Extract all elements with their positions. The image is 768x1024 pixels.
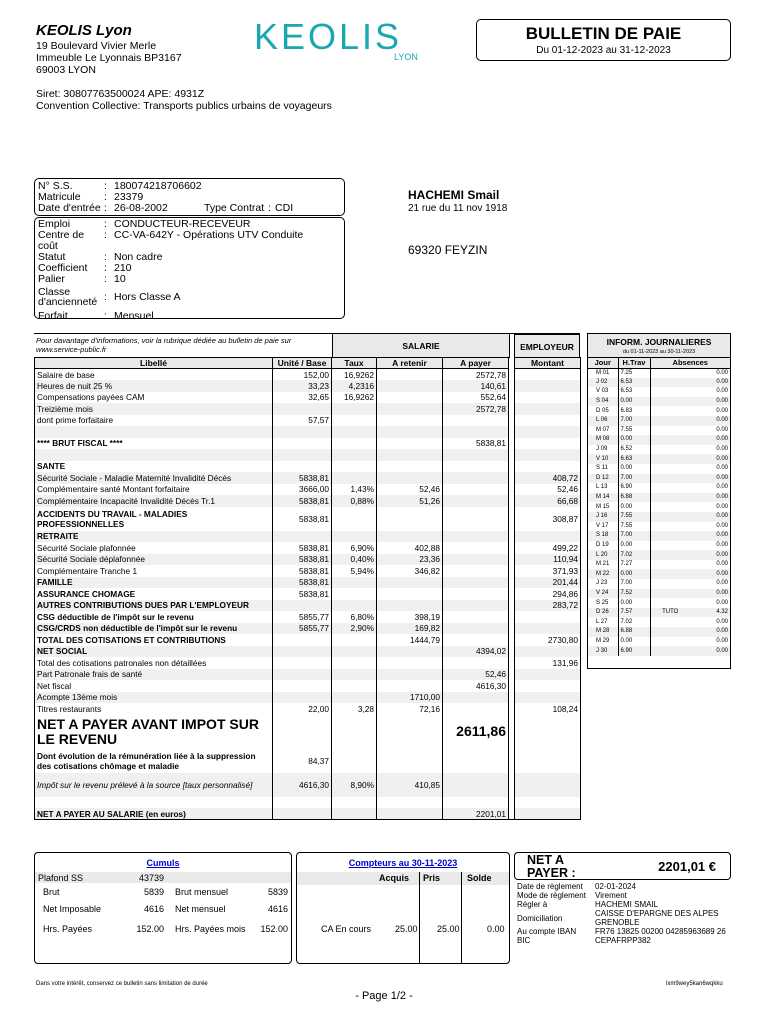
row-value: 23,36 bbox=[377, 554, 443, 566]
table-row bbox=[35, 565, 581, 577]
row-value bbox=[273, 646, 332, 658]
row-value bbox=[515, 392, 581, 404]
row-value bbox=[332, 507, 377, 531]
journal-row: M 21 7.27 0.00 bbox=[588, 560, 730, 570]
compteurs-box: Compteurs au 30-11-2023 Acquis Pris Solde CA En cours 25.00 25.00 0.00 bbox=[296, 852, 510, 964]
row-label: Treizième mois bbox=[35, 403, 273, 415]
journal-row: M 15 0.00 0.00 bbox=[588, 502, 730, 512]
row-value bbox=[273, 680, 332, 692]
row-value bbox=[377, 426, 443, 438]
row-value: 371,93 bbox=[515, 565, 581, 577]
table-row bbox=[35, 749, 581, 773]
row-value bbox=[443, 565, 509, 577]
journal-row: S 25 0.00 0.00 bbox=[588, 598, 730, 608]
row-value: 84,37 bbox=[273, 749, 332, 773]
row-value: 499,22 bbox=[515, 542, 581, 554]
row-value: 201,44 bbox=[515, 577, 581, 589]
row-value: 0,88% bbox=[332, 495, 377, 507]
row-value bbox=[377, 797, 443, 809]
row-value bbox=[443, 449, 509, 461]
row-value bbox=[443, 484, 509, 496]
table-row bbox=[35, 472, 581, 484]
row-label: ASSURANCE CHOMAGE bbox=[35, 588, 273, 600]
row-label: Compensations payées CAM bbox=[35, 392, 273, 404]
row-value: 3,28 bbox=[332, 703, 377, 715]
row-value bbox=[273, 426, 332, 438]
table-row bbox=[35, 461, 581, 473]
table-row bbox=[35, 611, 581, 623]
footer-code: lxm9wey5kan6wqkku bbox=[666, 981, 723, 987]
row-value bbox=[443, 495, 509, 507]
title-box bbox=[476, 19, 731, 61]
journal-row: S 11 0.00 0.00 bbox=[588, 464, 730, 474]
row-value: 5838,81 bbox=[443, 438, 509, 450]
table-row bbox=[35, 542, 581, 554]
row-value: 410,85 bbox=[377, 773, 443, 797]
group-salarie: SALARIE bbox=[332, 334, 510, 358]
row-value: 5838,81 bbox=[273, 495, 332, 507]
table-row bbox=[35, 449, 581, 461]
row-value bbox=[515, 369, 581, 381]
row-value: 51,26 bbox=[377, 495, 443, 507]
row-value bbox=[332, 808, 377, 820]
journal-row: V 03 6.53 0.00 bbox=[588, 387, 730, 397]
row-value bbox=[377, 392, 443, 404]
row-value bbox=[377, 680, 443, 692]
row-value: 52,46 bbox=[443, 669, 509, 681]
company-siret: Siret: 30807763500024 APE: 4931Z bbox=[36, 88, 205, 100]
row-value: 283,72 bbox=[515, 600, 581, 612]
row-value: 22,00 bbox=[273, 703, 332, 715]
row-value: 32,65 bbox=[273, 392, 332, 404]
group-employeur: EMPLOYEUR bbox=[514, 334, 580, 358]
row-value: 5838,81 bbox=[273, 542, 332, 554]
row-value bbox=[443, 507, 509, 531]
row-value bbox=[377, 646, 443, 658]
row-value bbox=[443, 703, 509, 715]
row-value bbox=[515, 669, 581, 681]
recipient-name: HACHEMI Smail bbox=[408, 188, 500, 202]
journal-row: M 28 6.88 0.00 bbox=[588, 627, 730, 637]
row-value bbox=[443, 542, 509, 554]
info-note: Pour davantage d'informations, voir la rubrique dédiée au bulletin de paie sur www.service-public.fr bbox=[36, 336, 292, 354]
row-label: Total des cotisations patronales non détaillées bbox=[35, 657, 273, 669]
row-value: 5838,81 bbox=[273, 472, 332, 484]
row-value bbox=[377, 600, 443, 612]
row-value: 2730,80 bbox=[515, 634, 581, 646]
company-convention: Convention Collective: Transports publics urbains de voyageurs bbox=[36, 100, 332, 112]
row-value bbox=[332, 531, 377, 543]
table-row bbox=[35, 773, 581, 797]
journal-row: V 10 6.63 0.00 bbox=[588, 454, 730, 464]
row-label: Salaire de base bbox=[35, 369, 273, 381]
row-value bbox=[515, 715, 581, 749]
row-value bbox=[332, 403, 377, 415]
journal-row: L 20 7.02 0.00 bbox=[588, 550, 730, 560]
row-value: 5,94% bbox=[332, 565, 377, 577]
row-value bbox=[515, 808, 581, 820]
page-number: - Page 1/2 - bbox=[355, 990, 413, 1002]
row-value bbox=[273, 715, 332, 749]
row-label: Complémentaire santé Montant forfaitaire bbox=[35, 484, 273, 496]
table-row bbox=[35, 392, 581, 404]
row-label: NET SOCIAL bbox=[35, 646, 273, 658]
table-row bbox=[35, 380, 581, 392]
journal-row: M 29 0.00 0.00 bbox=[588, 637, 730, 647]
row-value: 72,16 bbox=[377, 703, 443, 715]
row-label: Sécurité Sociale - Maladie Maternité Invalidité Décès bbox=[35, 472, 273, 484]
table-row bbox=[35, 507, 581, 531]
row-value: 408,72 bbox=[515, 472, 581, 484]
row-value: 2611,86 bbox=[443, 715, 509, 749]
row-value: 308,87 bbox=[515, 507, 581, 531]
journal-row: J 09 6.52 0.00 bbox=[588, 445, 730, 455]
employee-id-box: N° S.S. : 180074218706602 Matricule : 23379 Date d'entrée : 26-08-2002 Type Contrat : CDI bbox=[34, 178, 345, 216]
row-value bbox=[443, 634, 509, 646]
row-label bbox=[35, 449, 273, 461]
row-value bbox=[443, 657, 509, 669]
row-value bbox=[377, 438, 443, 450]
row-value bbox=[273, 657, 332, 669]
row-value bbox=[377, 531, 443, 543]
row-value bbox=[332, 438, 377, 450]
table-row bbox=[35, 692, 581, 704]
journal-row: J 16 7.55 0.00 bbox=[588, 512, 730, 522]
row-value: 131,96 bbox=[515, 657, 581, 669]
row-label: CSG déductible de l'impôt sur le revenu bbox=[35, 611, 273, 623]
row-label: ACCIDENTS DU TRAVAIL - MALADIES PROFESSIONNELLES bbox=[35, 507, 273, 531]
row-value bbox=[273, 403, 332, 415]
row-value bbox=[515, 623, 581, 635]
table-row bbox=[35, 531, 581, 543]
row-value bbox=[377, 715, 443, 749]
table-row bbox=[35, 438, 581, 450]
row-value bbox=[273, 692, 332, 704]
row-value bbox=[332, 646, 377, 658]
row-value bbox=[515, 692, 581, 704]
row-value bbox=[515, 797, 581, 809]
row-label: SANTE bbox=[35, 461, 273, 473]
row-value bbox=[332, 634, 377, 646]
company-name: KEOLIS Lyon bbox=[36, 22, 132, 39]
row-label: NET A PAYER AVANT IMPOT SUR LE REVENU bbox=[35, 715, 273, 749]
row-value: 6,80% bbox=[332, 611, 377, 623]
employee-details-box: Emploi : CONDUCTEUR-RECEVEUR Centre de coût : CC-VA-642Y - Opérations UTV Conduite Statut : Non cadre Coefficient : 210 Palier : 10 Classe d'ancienneté : Hors Classe A Forfait : Mensuel bbox=[34, 217, 345, 319]
table-row bbox=[35, 577, 581, 589]
row-value bbox=[273, 669, 332, 681]
row-label: Dont évolution de la rémunération liée à la suppression des cotisations chômage et maladie bbox=[35, 749, 273, 773]
row-value bbox=[377, 808, 443, 820]
journal-row: J 02 6.53 0.00 bbox=[588, 378, 730, 388]
journal-row: M 01 7.25 0.00 bbox=[588, 368, 730, 378]
row-value: 108,24 bbox=[515, 703, 581, 715]
row-value bbox=[332, 426, 377, 438]
table-row bbox=[35, 415, 581, 427]
row-value bbox=[332, 669, 377, 681]
row-value: 140,61 bbox=[443, 380, 509, 392]
row-label: NET A PAYER AU SALARIE (en euros) bbox=[35, 808, 273, 820]
row-value bbox=[332, 600, 377, 612]
row-value bbox=[443, 773, 509, 797]
table-row bbox=[35, 715, 581, 749]
doc-period: Du 01-12-2023 au 31-12-2023 bbox=[536, 45, 671, 56]
row-value: 152,00 bbox=[273, 369, 332, 381]
journal-row: S 18 7.00 0.00 bbox=[588, 531, 730, 541]
table-row bbox=[35, 808, 581, 820]
row-label: Impôt sur le revenu prélevé à la source [taux personnalisé] bbox=[35, 773, 273, 797]
journal-row: L 13 6.90 0.00 bbox=[588, 483, 730, 493]
row-label: RETRAITE bbox=[35, 531, 273, 543]
journal-row: M 07 7.55 0.00 bbox=[588, 426, 730, 436]
row-value bbox=[377, 415, 443, 427]
journal-row: J 23 7.00 0.00 bbox=[588, 579, 730, 589]
row-value bbox=[377, 403, 443, 415]
row-value bbox=[377, 749, 443, 773]
row-value: 5855,77 bbox=[273, 623, 332, 635]
table-row bbox=[35, 403, 581, 415]
table-row bbox=[35, 634, 581, 646]
row-value bbox=[273, 461, 332, 473]
table-row bbox=[35, 657, 581, 669]
row-value bbox=[273, 634, 332, 646]
journal-row: D 05 6.83 0.00 bbox=[588, 406, 730, 416]
row-value bbox=[515, 403, 581, 415]
row-value: 52,46 bbox=[515, 484, 581, 496]
journal-row: M 22 0.00 0.00 bbox=[588, 569, 730, 579]
row-value bbox=[443, 600, 509, 612]
row-label: Sécurité Sociale plafonnée bbox=[35, 542, 273, 554]
row-value: 2201,01 bbox=[443, 808, 509, 820]
row-value bbox=[515, 680, 581, 692]
row-label: Titres restaurants bbox=[35, 703, 273, 715]
row-value bbox=[515, 415, 581, 427]
row-value bbox=[515, 426, 581, 438]
row-label: CSG/CRDS non déductible de l'impôt sur le revenu bbox=[35, 623, 273, 635]
row-value: 5838,81 bbox=[273, 507, 332, 531]
row-value bbox=[332, 415, 377, 427]
row-label: TOTAL DES COTISATIONS ET CONTRIBUTIONS bbox=[35, 634, 273, 646]
journal-row: D 19 0.00 0.00 bbox=[588, 541, 730, 551]
row-value bbox=[443, 797, 509, 809]
row-label: Sécurité Sociale déplafonnée bbox=[35, 554, 273, 566]
row-value: 402,88 bbox=[377, 542, 443, 554]
row-label: AUTRES CONTRIBUTIONS DUES PAR L'EMPLOYEUR bbox=[35, 600, 273, 612]
table-row bbox=[35, 369, 581, 381]
row-value: 169,82 bbox=[377, 623, 443, 635]
row-value bbox=[332, 692, 377, 704]
row-value: 4616,30 bbox=[443, 680, 509, 692]
row-label: Acompte 13ème mois bbox=[35, 692, 273, 704]
row-value bbox=[273, 600, 332, 612]
row-value: 4,2316 bbox=[332, 380, 377, 392]
row-value bbox=[377, 472, 443, 484]
table-row bbox=[35, 426, 581, 438]
row-value bbox=[273, 808, 332, 820]
row-value: 5838,81 bbox=[273, 577, 332, 589]
row-label: **** BRUT FISCAL **** bbox=[35, 438, 273, 450]
row-value bbox=[377, 657, 443, 669]
recipient-city: 69320 FEYZIN bbox=[408, 243, 488, 257]
row-value bbox=[332, 797, 377, 809]
row-label: Heures de nuit 25 % bbox=[35, 380, 273, 392]
row-value bbox=[515, 461, 581, 473]
cumuls-title: Cumuls bbox=[146, 858, 180, 868]
row-value bbox=[515, 749, 581, 773]
row-value bbox=[377, 577, 443, 589]
journal-row: D 26 7.57 TUTO 4.32 bbox=[588, 608, 730, 618]
row-value bbox=[332, 749, 377, 773]
table-row bbox=[35, 646, 581, 658]
row-value bbox=[332, 680, 377, 692]
row-value bbox=[443, 749, 509, 773]
row-value bbox=[443, 426, 509, 438]
row-value bbox=[332, 657, 377, 669]
row-value bbox=[515, 449, 581, 461]
company-address: 19 Boulevard Vivier Merle Immeuble Le Lyonnais BP3167 69003 LYON bbox=[36, 40, 182, 76]
row-value: 16,9262 bbox=[332, 392, 377, 404]
row-value bbox=[443, 531, 509, 543]
table-row bbox=[35, 484, 581, 496]
row-value bbox=[443, 577, 509, 589]
row-value: 57,57 bbox=[273, 415, 332, 427]
row-value bbox=[273, 531, 332, 543]
row-value bbox=[377, 380, 443, 392]
row-value: 8,90% bbox=[332, 773, 377, 797]
journal-period: du 01-11-2023 au 30-11-2023 bbox=[622, 349, 696, 355]
table-row bbox=[35, 495, 581, 507]
row-value bbox=[332, 715, 377, 749]
row-value bbox=[515, 531, 581, 543]
payment-details: Date de règlement 02-01-2024 Mode de règlement Virement Régler à HACHEMI SMAIL Domiciliation CAISSE D'EPARGNE DES ALPES GRENOBLE Au compte IBAN FR76 13825 00200 04285963689 26 BIC CEPAFRPP382 bbox=[517, 882, 726, 945]
row-value: 2572,78 bbox=[443, 403, 509, 415]
row-value: 346,82 bbox=[377, 565, 443, 577]
journal-row: M 14 6.88 0.00 bbox=[588, 493, 730, 503]
row-value bbox=[332, 588, 377, 600]
row-value: 3666,00 bbox=[273, 484, 332, 496]
row-value bbox=[443, 472, 509, 484]
recipient-street: 21 rue du 11 nov 1918 bbox=[408, 203, 508, 214]
row-value bbox=[377, 507, 443, 531]
payroll-table: Libellé Unité / Base Taux A retenir A payer Montant Salaire de base 152,00 16,9262 2572,78 Heures de nuit 25 % 33,23 4,2316 140,61 Compensations payées CAM 32,65 16,9262 552,64 Treizième mois 2572,78 dont prime forfaitaire 57,57 **** BRUT FISCAL **** 5838,81 SANTE Sécurité Sociale - Maladie Maternité Invalidité Décès 5838,81 408,72 Complémentaire santé Montant forfaitaire 3666,00 1,43% 52,46 52,46 Complémentaire Incapacité Invalidité Décès Tr.1 5838,81 0,88% 51,26 66,68 ACCIDENTS DU TRAVAIL - MALADIES PROFESSIONNELLES 5838,81 308,87 RETRAITE Sécurité Sociale plafonnée 5838,81 6,90% 402,88 499,22 Sécurité Sociale déplafonnée 5838,81 0,40% 23,36 110,94 Complémentaire Tranche 1 5838,81 5,94% 346,82 371,93 FAMILLE 5838,81 201,44 ASSURANCE CHOMAGE 5838,81 294,86 AUTRES CONTRIBUTIONS DUES PAR L'EMPLOYEUR 283,72 CSG déductible de l'impôt sur le revenu 5855,77 6,80% 398,19 CSG/CRDS non déductible de l'impôt sur le revenu 5855,77 2,90% 169,82 TOTAL DES COTISATIONS ET CONTRIBUTIONS 1444,79 2730,80 NET SOCIAL 4394,02 Total des cotisations patronales non détaillées 131,96 Part Patronale frais de santé 52,46 Net fiscal 4616,30 Acompte 13ème mois 1710,00 Titres restaurants 22,00 3,28 72,16 108,24 NET A PAYER AVANT IMPOT SUR LE REVENU 2611,86 Dont évolution de la rémunération liée à la suppression des cotisations chômage et maladie 84,37 Impôt sur le revenu prélevé à la source [taux personnalisé] 4616,30 8,90% 410,85 NET A PAYER AU SALARIE (en euros) 2201,01 bbox=[34, 357, 581, 820]
row-label: Complémentaire Tranche 1 bbox=[35, 565, 273, 577]
row-value: 16,9262 bbox=[332, 369, 377, 381]
row-value bbox=[515, 611, 581, 623]
table-row bbox=[35, 600, 581, 612]
row-value: 66,68 bbox=[515, 495, 581, 507]
row-value bbox=[443, 588, 509, 600]
row-label bbox=[35, 797, 273, 809]
row-label: Part Patronale frais de santé bbox=[35, 669, 273, 681]
row-value bbox=[332, 461, 377, 473]
table-row bbox=[35, 797, 581, 809]
row-value bbox=[377, 461, 443, 473]
row-label: dont prime forfaitaire bbox=[35, 415, 273, 427]
row-value bbox=[443, 611, 509, 623]
table-row bbox=[35, 588, 581, 600]
journal-row: V 17 7.55 0.00 bbox=[588, 522, 730, 532]
keolis-logo: KEOLIS LYON bbox=[254, 16, 418, 62]
row-label: Complémentaire Incapacité Invalidité Décès Tr.1 bbox=[35, 495, 273, 507]
row-value: 33,23 bbox=[273, 380, 332, 392]
row-value bbox=[443, 461, 509, 473]
doc-title: BULLETIN DE PAIE bbox=[525, 24, 682, 43]
row-value bbox=[515, 438, 581, 450]
net-pay-box bbox=[514, 852, 731, 880]
row-value: 4394,02 bbox=[443, 646, 509, 658]
row-value: 5838,81 bbox=[273, 588, 332, 600]
row-value bbox=[515, 646, 581, 658]
row-value: 2,90% bbox=[332, 623, 377, 635]
row-value: 4616,30 bbox=[273, 773, 332, 797]
row-value: 5838,81 bbox=[273, 565, 332, 577]
table-row bbox=[35, 554, 581, 566]
row-value: 2572,78 bbox=[443, 369, 509, 381]
row-value bbox=[273, 438, 332, 450]
journal-row: M 08 0.00 0.00 bbox=[588, 435, 730, 445]
row-value bbox=[443, 554, 509, 566]
row-value bbox=[443, 692, 509, 704]
row-value bbox=[332, 472, 377, 484]
net-pay-label: NET A PAYER : bbox=[527, 853, 576, 880]
table-row bbox=[35, 623, 581, 635]
row-label bbox=[35, 426, 273, 438]
journal-row: V 24 7.52 0.00 bbox=[588, 589, 730, 599]
row-value: 1,43% bbox=[332, 484, 377, 496]
row-value bbox=[443, 415, 509, 427]
row-value bbox=[377, 369, 443, 381]
row-value: 552,64 bbox=[443, 392, 509, 404]
table-row bbox=[35, 703, 581, 715]
journal-row: S 04 0.00 0.00 bbox=[588, 397, 730, 407]
row-value: 398,19 bbox=[377, 611, 443, 623]
row-value: 52,46 bbox=[377, 484, 443, 496]
daily-info-panel: INFORM. JOURNALIERES du 01-11-2023 au 30-11-2023 Jour H.Trav Absences M 01 7.25 0.00 J 02 6.53 0.00 V 03 6.53 0.00 S 04 0.00 0.00 D 05 6.83 0.00 L 06 7.00 0.00 M 07 7.55 0.00 M 08 0.00 0.00 J 09 6.52 0.00 V 10 6.63 0.00 S 11 0.00 0.00 D 12 7.00 0.00 L 13 6.90 0.00 M 14 6.88 0.00 M 15 0.00 0.00 J 16 7.55 0.00 V 17 7.55 0.00 S 18 7.00 0.00 D 19 0.00 0.00 L 20 7.02 0.00 M 21 7.27 0.00 M 22 0.00 0.00 J 23 7.00 0.00 V 24 7.52 0.00 S 25 0.00 0.00 D 26 7.57 TUTO 4.32 L 27 7.02 0.00 M 28 6.88 0.00 M 29 0.00 0.00 J 30 6.90 0.00 bbox=[587, 333, 731, 669]
row-value: 294,86 bbox=[515, 588, 581, 600]
footer-note: Dans votre intérêt, conservez ce bulletin sans limitation de durée bbox=[36, 981, 208, 987]
row-value bbox=[515, 380, 581, 392]
row-value bbox=[443, 623, 509, 635]
journal-title: INFORM. JOURNALIERES bbox=[606, 337, 712, 347]
journal-row: J 30 6.90 0.00 bbox=[588, 646, 730, 656]
row-value bbox=[377, 449, 443, 461]
row-value bbox=[377, 669, 443, 681]
journal-row: D 12 7.00 0.00 bbox=[588, 474, 730, 484]
compteurs-title: Compteurs au 30-11-2023 bbox=[348, 858, 458, 868]
row-value: 110,94 bbox=[515, 554, 581, 566]
row-value bbox=[515, 773, 581, 797]
row-value: 1710,00 bbox=[377, 692, 443, 704]
row-value bbox=[273, 449, 332, 461]
row-value: 0,40% bbox=[332, 554, 377, 566]
table-row bbox=[35, 680, 581, 692]
net-pay-value: 2201,01 € bbox=[658, 859, 716, 874]
journal-row: L 06 7.00 0.00 bbox=[588, 416, 730, 426]
cumuls-box: Cumuls Plafond SS 43739 Brut 5839 Brut mensuel 5839 Net Imposable 4616 Net mensuel 4616 Hrs. Payées 152.00 Hrs. Payées mois 152.00 bbox=[34, 852, 292, 964]
row-value: 1444,79 bbox=[377, 634, 443, 646]
row-value: 6,90% bbox=[332, 542, 377, 554]
row-value: 5838,81 bbox=[273, 554, 332, 566]
row-value bbox=[332, 577, 377, 589]
row-label: Net fiscal bbox=[35, 680, 273, 692]
row-value bbox=[332, 449, 377, 461]
row-value bbox=[377, 588, 443, 600]
row-value: 5855,77 bbox=[273, 611, 332, 623]
journal-row: L 27 7.02 0.00 bbox=[588, 617, 730, 627]
row-value bbox=[273, 797, 332, 809]
row-label: FAMILLE bbox=[35, 577, 273, 589]
table-row bbox=[35, 669, 581, 681]
